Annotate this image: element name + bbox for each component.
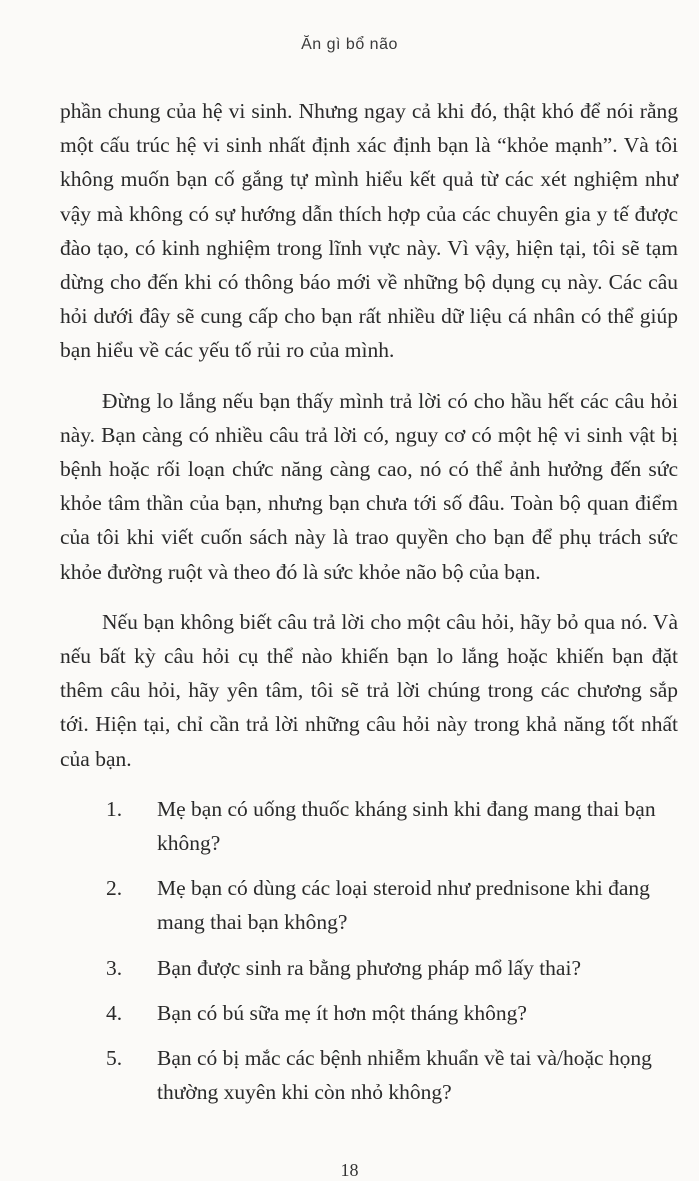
list-item: [60, 996, 678, 1030]
question-list: [60, 792, 678, 1110]
list-item-text: Mẹ bạn có dùng các loại steroid như prednisone khi đang mang thai bạn không?: [157, 876, 650, 935]
list-item-number: 2.: [106, 876, 123, 901]
paragraph: Nếu bạn không biết câu trả lời cho một câu hỏi, hãy bỏ qua nó. Và nếu bất kỳ câu hỏi cụ thể nào khiến bạn lo lắng hoặc khiến bạn đặt thêm câu hỏi, hãy yên tâm, tôi sẽ trả lời chúng trong các chương sắp tới. Hiện tại, chỉ cần trả lời những câu hỏi này trong khả năng tốt nhất của bạn.: [60, 609, 678, 771]
list-item: [60, 792, 678, 860]
running-header: Ăn gì bổ não: [301, 36, 398, 53]
list-item-text: Mẹ bạn có uống thuốc kháng sinh khi đang mang thai bạn không?: [157, 796, 656, 856]
list-item-text: Bạn có bú sữa mẹ ít hơn một tháng không?: [157, 1000, 527, 1025]
page-number: 18: [340, 1160, 359, 1180]
list-item-text: Bạn có bị mắc các bệnh nhiễm khuẩn về tai và/hoặc họng thường xuyên khi còn nhỏ không?: [157, 1046, 652, 1105]
list-item-text: Bạn được sinh ra bằng phương pháp mổ lấy thai?: [157, 955, 581, 980]
list-item-number: 5.: [106, 1046, 123, 1071]
paragraph: Đừng lo lắng nếu bạn thấy mình trả lời có cho hầu hết các câu hỏi này. Bạn càng có nhiều câu trả lời có, nguy cơ có một hệ vi sinh vật bị bệnh hoặc rối loạn chức năng càng cao, nó có thể ảnh hưởng đến sức khỏe tâm thần của bạn, nhưng bạn chưa tới số đâu. Toàn bộ quan điểm của tôi khi viết cuốn sách này là trao quyền cho bạn để phụ trách sức khỏe đường ruột và theo đó là sức khỏe não bộ của bạn.: [60, 388, 678, 584]
list-item: [60, 951, 678, 985]
paragraph-continued: phần chung của hệ vi sinh. Nhưng ngay cả khi đó, thật khó để nói rằng một cấu trúc hệ vi sinh nhất định xác định bạn là “khỏe mạnh”. Và tôi không muốn bạn cố gắng tự mình hiểu kết quả từ các xét nghiệm như vậy mà không có sự hướng dẫn thích hợp của các chuyên gia y tế được đào tạo, có kinh nghiệm trong lĩnh vực này. Vì vậy, hiện tại, tôi sẽ tạm dừng cho đến khi có thông báo mới về những bộ dụng cụ này. Các câu hỏi dưới đây sẽ cung cấp cho bạn rất nhiều dữ liệu cá nhân có thể giúp bạn hiểu về các yếu tố rủi ro của mình.: [60, 99, 678, 363]
list-item: [60, 871, 678, 939]
list-item: [60, 1041, 678, 1109]
list-item-number: 1.: [106, 796, 123, 821]
list-item-number: 3.: [106, 955, 123, 980]
list-item-number: 4.: [106, 1000, 123, 1025]
body-text: [60, 94, 678, 1120]
